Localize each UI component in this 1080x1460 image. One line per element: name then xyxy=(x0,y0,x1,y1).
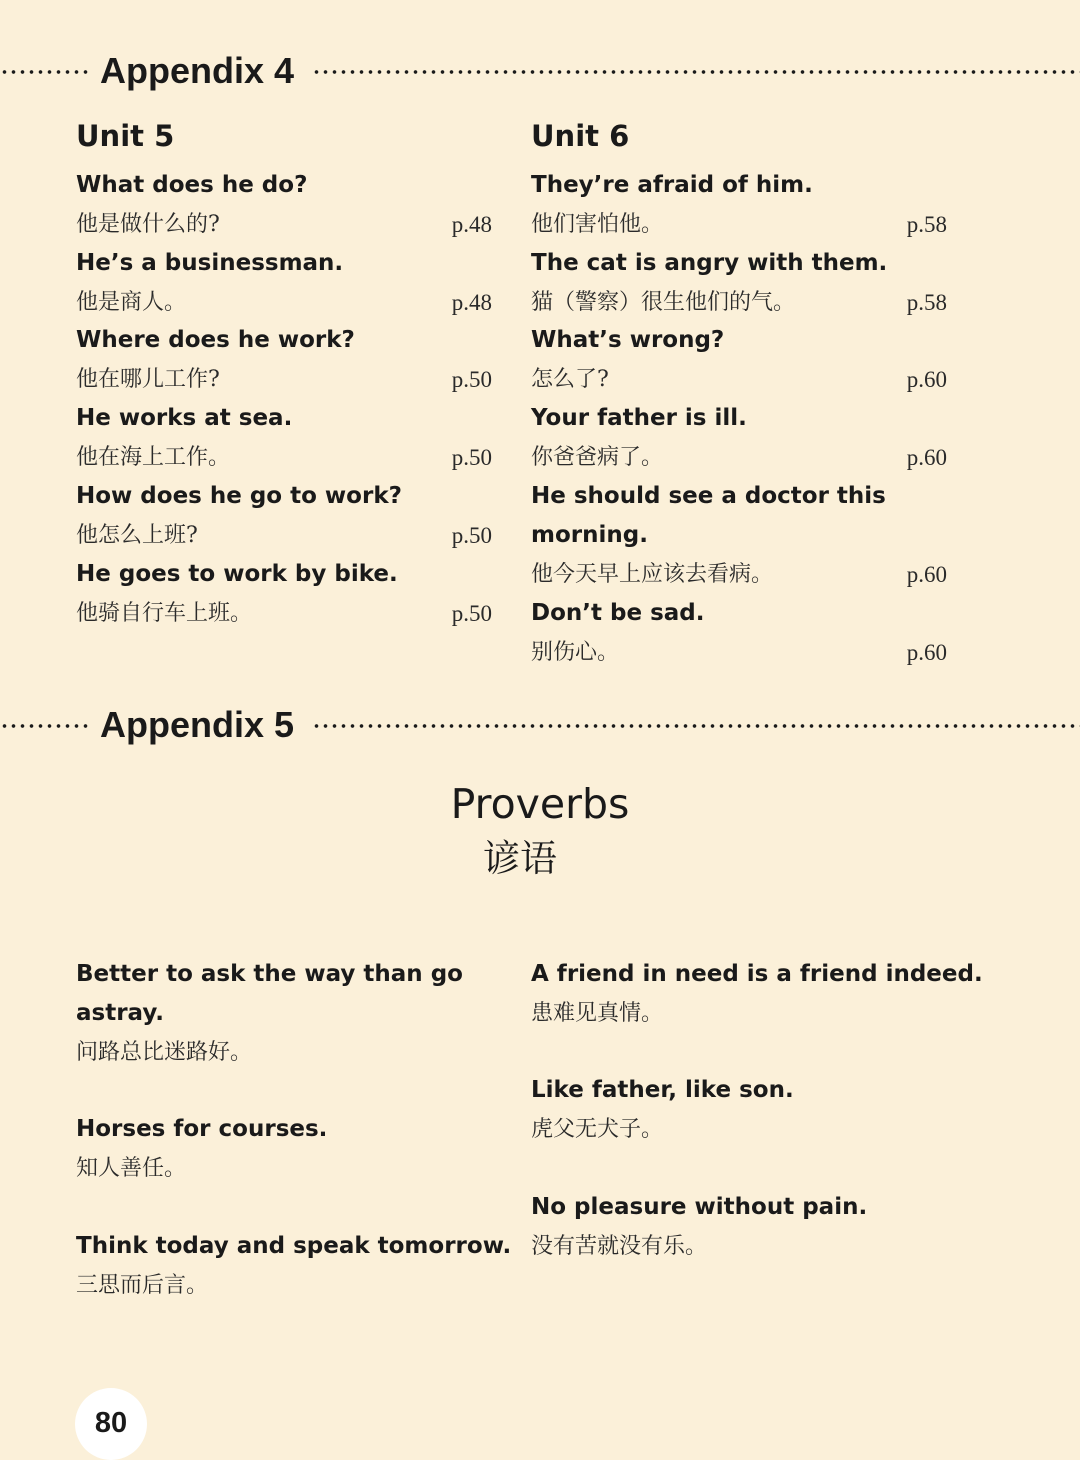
proverb-english-continued: astray. xyxy=(76,1000,164,1026)
phrase-chinese: 他怎么上班? xyxy=(76,523,198,548)
phrase-english: The cat is angry with them. xyxy=(531,250,888,276)
phrase-translation-row xyxy=(76,205,492,244)
phrase-chinese: 他在哪儿工作? xyxy=(76,367,220,392)
proverb-english: Better to ask the way than go xyxy=(76,961,463,987)
phrase-english-continued: morning. xyxy=(531,522,648,548)
appendix-5-title: Appendix 5 xyxy=(100,704,295,745)
page-reference: p.60 xyxy=(906,640,947,665)
phrase-chinese: 他在海上工作。 xyxy=(76,445,231,470)
phrase-english: He should see a doctor this xyxy=(531,483,886,509)
dotted-rule-left xyxy=(0,70,88,74)
proverb-chinese: 知人善任。 xyxy=(76,1156,187,1181)
unit-5-phrase-5 xyxy=(76,477,496,555)
unit-5-phrase-3 xyxy=(76,321,496,399)
phrase-translation-row xyxy=(76,283,492,322)
appendix-4-title: Appendix 4 xyxy=(100,50,295,91)
phrase-translation-row xyxy=(531,283,947,322)
proverb-chinese: 患难见真情。 xyxy=(531,1001,664,1026)
phrase-english: Your father is ill. xyxy=(531,405,747,431)
phrase-translation-row xyxy=(531,205,947,244)
phrase-translation-row xyxy=(531,438,947,477)
phrase-english: How does he go to work? xyxy=(76,483,402,509)
unit-5-title: Unit 5 xyxy=(76,119,175,153)
phrase-english: He works at sea. xyxy=(76,405,293,431)
phrase-english: What does he do? xyxy=(76,172,308,198)
dotted-rule-right xyxy=(312,70,1080,74)
page-reference: p.50 xyxy=(451,523,492,548)
phrase-translation-row xyxy=(76,360,492,399)
dotted-rule-right xyxy=(312,724,1080,728)
page-reference: p.50 xyxy=(451,601,492,626)
phrase-chinese: 他是做什么的? xyxy=(76,212,220,237)
phrase-translation-row xyxy=(531,360,947,399)
page-reference: p.60 xyxy=(906,445,947,470)
proverb-english: No pleasure without pain. xyxy=(531,1194,868,1220)
proverb-chinese: 虎父无犬子。 xyxy=(531,1117,664,1142)
phrase-translation-row xyxy=(76,594,492,633)
phrase-chinese: 怎么了? xyxy=(531,367,609,392)
unit-6-title: Unit 6 xyxy=(531,119,630,153)
phrase-english: Where does he work? xyxy=(76,327,355,353)
page-reference: p.58 xyxy=(906,212,947,237)
unit-6-phrase-2 xyxy=(531,244,951,322)
page-reference: p.48 xyxy=(451,212,492,237)
unit-6-phrase-4 xyxy=(531,399,951,477)
appendix-5-header xyxy=(0,700,1080,750)
appendix-4-header xyxy=(0,46,1080,96)
unit-6-phrase-6 xyxy=(531,594,951,672)
phrase-chinese: 猫（警察）很生他们的气。 xyxy=(531,290,796,315)
phrase-english: He goes to work by bike. xyxy=(76,561,398,587)
unit-5-phrase-6 xyxy=(76,555,496,633)
proverb-right-1 xyxy=(531,955,1031,1033)
proverb-right-2 xyxy=(531,1071,971,1149)
proverb-english: Think today and speak tomorrow. xyxy=(76,1233,512,1259)
unit-5-phrase-1 xyxy=(76,166,496,244)
phrase-chinese: 他今天早上应该去看病。 xyxy=(531,562,774,587)
phrase-translation-row xyxy=(531,555,947,594)
proverb-left-2 xyxy=(76,1110,516,1188)
phrase-english: Don’t be sad. xyxy=(531,600,705,626)
page-reference: p.50 xyxy=(451,445,492,470)
proverbs-heading-chinese: 谚语 xyxy=(483,837,557,880)
phrase-translation-row xyxy=(531,633,947,672)
page-reference: p.50 xyxy=(451,367,492,392)
page-reference: p.60 xyxy=(906,367,947,392)
proverb-right-3 xyxy=(531,1188,971,1266)
phrase-chinese: 他们害怕他。 xyxy=(531,212,664,237)
phrase-english: What’s wrong? xyxy=(531,327,725,353)
page-number: 80 xyxy=(75,1388,147,1460)
phrase-english: He’s a businessman. xyxy=(76,250,344,276)
dotted-rule-left xyxy=(0,724,88,728)
page-reference: p.48 xyxy=(451,290,492,315)
proverb-chinese: 三思而后言。 xyxy=(76,1273,209,1298)
phrase-chinese: 他是商人。 xyxy=(76,290,187,315)
proverb-chinese: 问路总比迷路好。 xyxy=(76,1040,253,1065)
proverb-english: Like father, like son. xyxy=(531,1077,794,1103)
phrase-chinese: 他骑自行车上班。 xyxy=(76,601,253,626)
proverb-left-3 xyxy=(76,1227,516,1305)
phrase-chinese: 别伤心。 xyxy=(531,640,620,665)
phrase-translation-row xyxy=(76,438,492,477)
proverbs-heading: Proverbs xyxy=(450,780,630,828)
phrase-translation-row xyxy=(76,516,492,555)
phrase-chinese: 你爸爸病了。 xyxy=(531,445,664,470)
proverb-english: A friend in need is a friend indeed. xyxy=(531,961,983,987)
phrase-english: They’re afraid of him. xyxy=(531,172,813,198)
proverb-chinese: 没有苦就没有乐。 xyxy=(531,1234,708,1259)
unit-6-phrase-5 xyxy=(531,477,951,594)
unit-6-phrase-1 xyxy=(531,166,951,244)
unit-5-phrase-4 xyxy=(76,399,496,477)
page-reference: p.58 xyxy=(906,290,947,315)
unit-6-phrase-3 xyxy=(531,321,951,399)
proverb-left-1 xyxy=(76,955,516,1072)
proverb-english: Horses for courses. xyxy=(76,1116,328,1142)
page-reference: p.60 xyxy=(906,562,947,587)
unit-5-phrase-2 xyxy=(76,244,496,322)
